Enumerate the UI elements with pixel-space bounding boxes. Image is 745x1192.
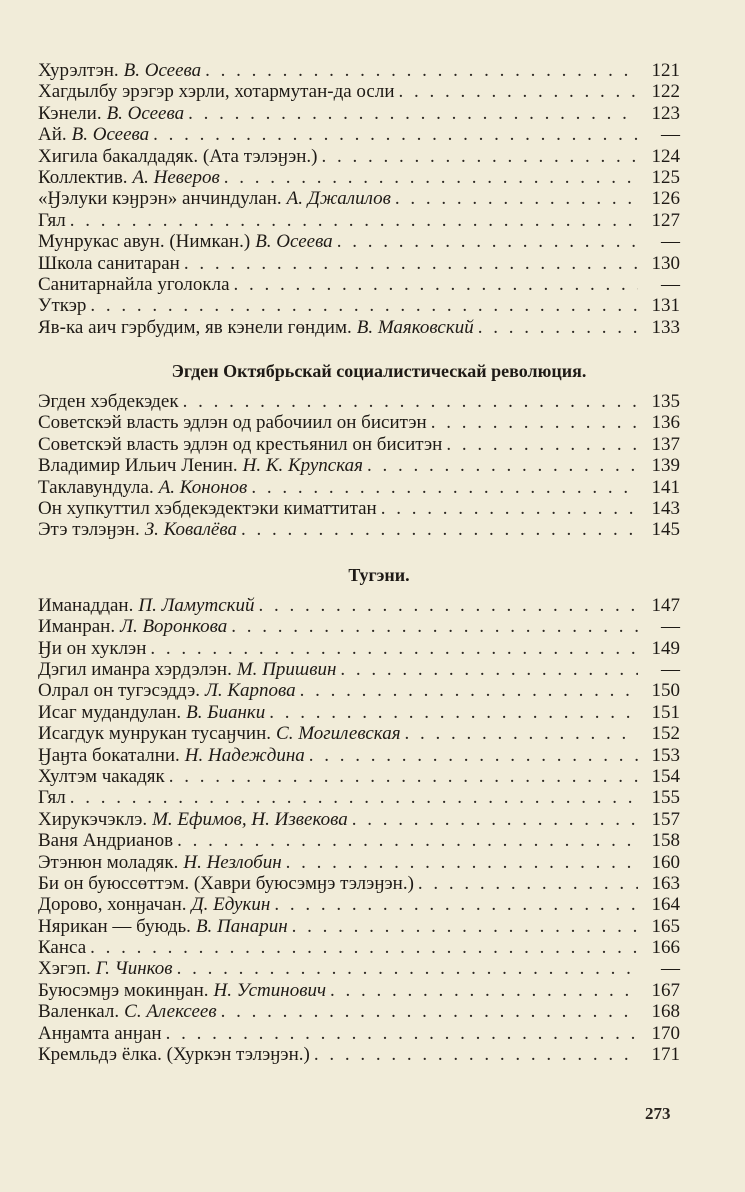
entry-title	[38, 659, 336, 680]
toc-entry	[38, 873, 680, 894]
dot-leader	[169, 766, 638, 787]
entry-title	[38, 317, 474, 338]
dot-leader	[231, 616, 638, 637]
entry-page-number: 122	[651, 81, 680, 103]
entry-title-text: Этэ тэлэӈэн.	[38, 519, 140, 541]
dot-leader	[478, 317, 638, 338]
entry-title	[38, 937, 86, 958]
entry-page-number: 152	[651, 723, 680, 745]
entry-title-text: Валенкал.	[38, 1001, 120, 1023]
toc-section-3	[38, 595, 680, 1066]
dot-leader	[418, 873, 638, 894]
entry-page-number: 126	[651, 188, 680, 210]
entry-title	[38, 766, 165, 787]
entry-title-text: Мунрукас авун. (Нимкан.)	[38, 231, 251, 253]
entry-title-text: Владимир Ильич Ленин.	[38, 455, 238, 477]
toc-entry	[38, 680, 680, 701]
toc-entry	[38, 188, 680, 209]
entry-title-text: Хигила бакалдадяк. (Ата тэлэӈэн.)	[38, 145, 318, 167]
table-of-contents	[38, 60, 680, 1065]
entry-title	[38, 616, 227, 637]
entry-author: В. Осеева	[71, 124, 150, 146]
dot-leader	[259, 595, 638, 616]
entry-title	[38, 980, 326, 1001]
entry-author: С. Могилевская	[276, 723, 401, 745]
dot-leader	[367, 455, 638, 476]
dot-leader	[177, 830, 638, 851]
entry-title-text: Уткэр	[38, 295, 87, 317]
entry-title-text: Яв-ка аич гэрбудим, яв кэнели гөндим.	[38, 316, 352, 338]
entry-author: Н. К. Крупская	[242, 455, 363, 477]
entry-title	[38, 146, 318, 167]
entry-title-text: «Ӈэлуки кэӈрэн» анчиндулан.	[38, 188, 282, 210]
entry-title-text: Канса	[38, 937, 87, 959]
toc-entry	[38, 167, 680, 188]
entry-title-text: Исаг мудандулан.	[38, 701, 182, 723]
entry-page-number: —	[661, 124, 680, 146]
toc-entry	[38, 958, 680, 979]
entry-author: В. Маяковский	[356, 316, 474, 338]
dot-leader	[224, 167, 638, 188]
entry-title	[38, 1023, 162, 1044]
entry-page-number: 163	[651, 872, 680, 894]
entry-page-number: —	[661, 958, 680, 980]
entry-author: В. Осеева	[255, 231, 333, 253]
entry-title-text: Хирукэчэклэ.	[38, 808, 148, 830]
entry-title-text: Хэгэп.	[38, 958, 91, 980]
toc-entry	[38, 210, 680, 231]
entry-page-number: 130	[651, 252, 680, 274]
dot-leader	[221, 1001, 638, 1022]
entry-page-number: 165	[651, 915, 680, 937]
toc-entry	[38, 638, 680, 659]
entry-author: А. Неверов	[132, 166, 220, 188]
entry-title-text: Би он буюссөттэм. (Хаври буюсэмӈэ тэлэӈэн.)	[38, 872, 414, 894]
entry-page-number: 137	[651, 433, 680, 455]
dot-leader	[188, 103, 638, 124]
entry-title-text: Хурэлтэн.	[38, 60, 119, 81]
entry-page-number: 155	[651, 787, 680, 809]
entry-title-text: Советскэй власть эдлэн од рабочиил он биситэн	[38, 412, 427, 434]
entry-title	[38, 103, 184, 124]
entry-page-number: 127	[651, 209, 680, 231]
entry-title	[38, 124, 149, 145]
entry-author: А. Джалилов	[286, 188, 391, 210]
entry-page-number: 158	[651, 830, 680, 852]
entry-title-text: Таклавундула.	[38, 476, 154, 498]
toc-entry	[38, 595, 680, 616]
entry-author: Г. Чинков	[95, 958, 173, 980]
toc-entry	[38, 498, 680, 519]
entry-title-text: Анӈамта анӈан	[38, 1022, 162, 1044]
toc-section-1	[38, 60, 680, 338]
entry-page-number: 167	[651, 979, 680, 1001]
dot-leader	[431, 412, 638, 433]
toc-entry	[38, 103, 680, 124]
dot-leader	[166, 1023, 638, 1044]
toc-entry	[38, 937, 680, 958]
dot-leader	[183, 391, 638, 412]
entry-title	[38, 830, 173, 851]
dot-leader	[292, 916, 638, 937]
toc-entry	[38, 616, 680, 637]
entry-title	[38, 434, 442, 455]
entry-title-text: Он хупкуттил хэбдекэдектэки киматтитан	[38, 498, 377, 520]
entry-page-number: 139	[651, 455, 680, 477]
toc-entry	[38, 830, 680, 851]
entry-title-text: Коллектив.	[38, 166, 128, 188]
dot-leader	[340, 659, 638, 680]
entry-page-number: 154	[651, 765, 680, 787]
entry-title	[38, 167, 220, 188]
entry-title-text: Иманаддан.	[38, 594, 134, 616]
entry-title-text: Ай.	[38, 124, 67, 146]
dot-leader	[381, 498, 638, 519]
entry-title	[38, 455, 363, 476]
dot-leader	[205, 60, 638, 81]
entry-title	[38, 391, 179, 412]
entry-page-number: 170	[651, 1022, 680, 1044]
entry-author: М. Пришвин	[236, 658, 337, 680]
toc-entry	[38, 766, 680, 787]
entry-page-number: 149	[651, 637, 680, 659]
entry-title	[38, 477, 247, 498]
toc-entry	[38, 146, 680, 167]
entry-page-number: 166	[651, 937, 680, 959]
dot-leader	[184, 253, 638, 274]
entry-title	[38, 958, 173, 979]
toc-entry	[38, 253, 680, 274]
entry-title-text: Эгден хэбдекэдек	[38, 391, 179, 413]
toc-entry	[38, 1001, 680, 1022]
toc-entry	[38, 519, 680, 540]
dot-leader	[300, 680, 638, 701]
entry-title-text: Школа санитаран	[38, 252, 180, 274]
dot-leader	[150, 638, 638, 659]
entry-title-text: Гял	[38, 787, 66, 809]
toc-entry	[38, 659, 680, 680]
toc-section-2	[38, 391, 680, 541]
entry-author: М. Ефимов, Н. Извекова	[152, 808, 348, 830]
entry-title	[38, 274, 230, 295]
toc-entry	[38, 295, 680, 316]
entry-title	[38, 81, 395, 102]
toc-entry	[38, 1023, 680, 1044]
entry-title	[38, 295, 86, 316]
entry-title-text: Хултэм чакадяк	[38, 765, 165, 787]
entry-title	[38, 188, 391, 209]
entry-title-text: Ӈаӈта бокатални.	[38, 744, 180, 766]
entry-title-text: Санитарнайла уголокла	[38, 273, 230, 295]
dot-leader	[241, 519, 638, 540]
entry-page-number: 131	[651, 295, 680, 317]
entry-title	[38, 498, 377, 519]
entry-title	[38, 809, 348, 830]
entry-title	[38, 680, 296, 701]
dot-leader	[234, 274, 638, 295]
dot-leader	[274, 894, 638, 915]
entry-title-text: Гял	[38, 209, 66, 231]
entry-page-number: 121	[651, 60, 680, 81]
dot-leader	[286, 852, 638, 873]
toc-entry	[38, 1044, 680, 1065]
entry-author: Н. Устинович	[213, 979, 327, 1001]
entry-title	[38, 210, 66, 231]
entry-title-text: Ваня Андрианов	[38, 830, 174, 852]
entry-page-number: 147	[651, 594, 680, 616]
entry-page-number: 164	[651, 894, 680, 916]
entry-title-text: Исагдук мунрукан тусаӈчин.	[38, 723, 272, 745]
entry-author: П. Ламутский	[138, 594, 255, 616]
dot-leader	[309, 745, 638, 766]
entry-title	[38, 723, 401, 744]
entry-title	[38, 60, 201, 81]
toc-entry	[38, 702, 680, 723]
entry-title	[38, 873, 414, 894]
toc-entry	[38, 231, 680, 252]
toc-entry	[38, 274, 680, 295]
toc-entry	[38, 745, 680, 766]
toc-entry	[38, 317, 680, 338]
entry-page-number: 157	[651, 808, 680, 830]
toc-entry	[38, 852, 680, 873]
entry-page-number: —	[661, 616, 680, 638]
dot-leader	[314, 1044, 638, 1065]
toc-entry	[38, 809, 680, 830]
page-number: 273	[645, 1104, 671, 1123]
entry-title-text: Хагдылбу эрэгэр хэрли, хотармутан-да осли	[38, 81, 395, 103]
dot-leader	[352, 809, 638, 830]
toc-entry	[38, 412, 680, 433]
entry-author: Л. Карпова	[205, 680, 296, 702]
dot-leader	[251, 477, 638, 498]
dot-leader	[337, 231, 638, 252]
entry-page-number: 150	[651, 680, 680, 702]
toc-entry	[38, 391, 680, 412]
entry-author: Н. Надеждина	[184, 744, 305, 766]
entry-author: З. Ковалёва	[144, 519, 237, 541]
entry-title	[38, 519, 237, 540]
entry-title-text: Кремльдэ ёлка. (Хуркэн тэлэӈэн.)	[38, 1044, 310, 1066]
entry-title	[38, 1001, 217, 1022]
toc-entry	[38, 81, 680, 102]
entry-title-text: Кэнели.	[38, 102, 102, 124]
entry-title	[38, 231, 333, 252]
toc-entry	[38, 980, 680, 1001]
entry-author: В. Осеева	[123, 60, 202, 81]
toc-entry	[38, 723, 680, 744]
dot-leader	[330, 980, 638, 1001]
dot-leader	[269, 702, 638, 723]
entry-title	[38, 894, 270, 915]
dot-leader	[90, 295, 638, 316]
entry-page-number: 136	[651, 412, 680, 434]
entry-title-text: Этэнюн моладяк.	[38, 851, 179, 873]
dot-leader	[70, 210, 638, 231]
entry-page-number: 171	[651, 1044, 680, 1066]
entry-page-number: 153	[651, 744, 680, 766]
entry-page-number: 143	[651, 498, 680, 520]
entry-title	[38, 412, 427, 433]
entry-title	[38, 916, 288, 937]
entry-page-number: 124	[651, 145, 680, 167]
entry-page-number: 151	[651, 701, 680, 723]
entry-page-number: 141	[651, 476, 680, 498]
entry-title	[38, 702, 265, 723]
toc-entry	[38, 60, 680, 81]
section-heading-revolution: Эгден Октябрьскай социалистическай революция.	[171, 361, 587, 382]
entry-page-number: 160	[651, 851, 680, 873]
entry-title	[38, 852, 282, 873]
toc-entry	[38, 916, 680, 937]
entry-author: Н. Незлобин	[183, 851, 282, 873]
toc-entry	[38, 434, 680, 455]
entry-title-text: Ӈи он хуклэн	[38, 637, 147, 659]
entry-page-number: 133	[651, 316, 680, 338]
entry-page-number: 123	[651, 102, 680, 124]
entry-page-number: —	[661, 273, 680, 295]
toc-entry	[38, 455, 680, 476]
entry-title	[38, 638, 146, 659]
entry-author: Л. Воронкова	[120, 616, 228, 638]
entry-title-text: Олрал он тугэсэддэ.	[38, 680, 201, 702]
dot-leader	[153, 124, 638, 145]
section-heading-tugeni: Тугэни.	[348, 564, 410, 585]
dot-leader	[177, 958, 638, 979]
entry-title	[38, 787, 66, 808]
dot-leader	[399, 81, 639, 102]
entry-page-number: —	[661, 658, 680, 680]
entry-title-text: Нярикан — буюдь.	[38, 915, 191, 937]
dot-leader	[70, 787, 638, 808]
entry-page-number: —	[661, 231, 680, 253]
entry-author: А. Кононов	[158, 476, 248, 498]
entry-page-number: 145	[651, 519, 680, 541]
toc-entry	[38, 894, 680, 915]
entry-title-text: Советскэй власть эдлэн од крестьянил он биситэн	[38, 433, 443, 455]
entry-author: Д. Едукин	[191, 894, 271, 916]
entry-author: В. Бианки	[186, 701, 266, 723]
entry-title-text: Буюсэмӈэ мокинӈан.	[38, 979, 209, 1001]
toc-entry	[38, 124, 680, 145]
toc-entry	[38, 477, 680, 498]
dot-leader	[405, 723, 638, 744]
entry-author: С. Алексеев	[124, 1001, 217, 1023]
entry-author: В. Панарин	[195, 915, 288, 937]
entry-title-text: Дэгил иманра хэрдэлэн.	[38, 658, 232, 680]
entry-page-number: 125	[651, 166, 680, 188]
entry-title-text: Дорово, хонӈачан.	[38, 894, 187, 916]
entry-author: В. Осеева	[106, 102, 185, 124]
entry-page-number: 135	[651, 391, 680, 413]
entry-title	[38, 595, 255, 616]
dot-leader	[395, 188, 638, 209]
entry-title-text: Иманран.	[38, 616, 116, 638]
dot-leader	[446, 434, 638, 455]
dot-leader	[90, 937, 638, 958]
entry-title	[38, 1044, 310, 1065]
dot-leader	[322, 146, 639, 167]
entry-page-number: 168	[651, 1001, 680, 1023]
entry-title	[38, 745, 305, 766]
entry-title	[38, 253, 180, 274]
toc-entry	[38, 787, 680, 808]
